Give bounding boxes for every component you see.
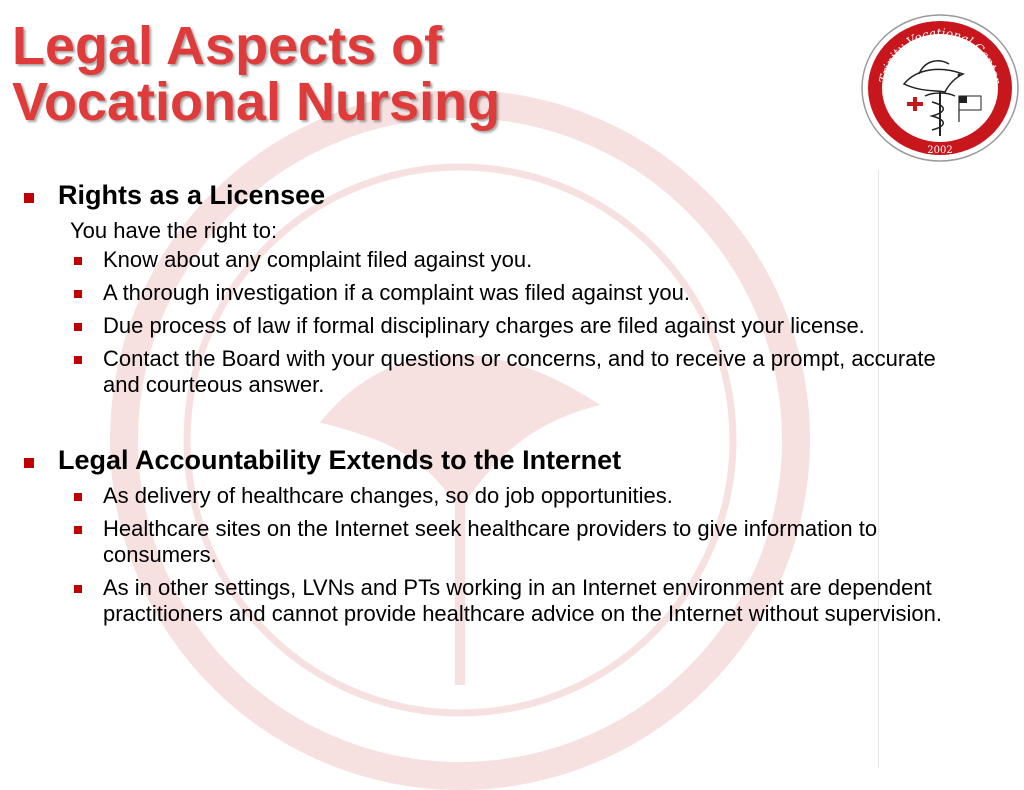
bullet-square-icon bbox=[74, 493, 82, 501]
list-item bbox=[20, 313, 943, 339]
slide-title bbox=[12, 18, 500, 130]
list-item-text: As delivery of healthcare changes, so do job opportunities. bbox=[103, 483, 673, 508]
bullet-square-icon bbox=[74, 257, 82, 265]
slide-body bbox=[20, 180, 950, 634]
bullet-square-icon bbox=[24, 193, 34, 203]
list-item bbox=[20, 346, 943, 398]
list-item bbox=[20, 247, 943, 273]
section-heading-text: Rights as a Licensee bbox=[58, 180, 326, 210]
list-item bbox=[20, 575, 943, 627]
spacer bbox=[20, 405, 950, 445]
section-heading-rights bbox=[20, 180, 950, 211]
list-item-text: Contact the Board with your questions or concerns, and to receive a prompt, accurate and courteous answer. bbox=[103, 346, 936, 397]
title-line-1: Legal Aspects of bbox=[12, 16, 443, 76]
list-item-text: Healthcare sites on the Internet seek healthcare providers to give information to consumers. bbox=[103, 516, 878, 567]
title-line-2: Vocational Nursing bbox=[12, 72, 501, 132]
list-item bbox=[20, 516, 943, 568]
list-item bbox=[20, 483, 943, 509]
section-intro: You have the right to: bbox=[70, 218, 278, 243]
logo-year: 2002 bbox=[927, 145, 953, 156]
bullet-square-icon bbox=[74, 290, 82, 298]
logo-arc-text: Trinity Vocational Center bbox=[876, 25, 1004, 85]
section-heading-text: Legal Accountability Extends to the Internet bbox=[58, 445, 622, 475]
bullet-square-icon bbox=[24, 458, 34, 468]
list-item-text: Know about any complaint filed against you. bbox=[103, 247, 533, 272]
bullet-square-icon bbox=[74, 323, 82, 331]
bullet-square-icon bbox=[74, 585, 82, 593]
trinity-logo bbox=[859, 12, 1021, 164]
section-heading-internet bbox=[20, 445, 950, 476]
list-item-text: Due process of law if formal disciplinary charges are filed against your license. bbox=[103, 313, 865, 338]
list-item bbox=[20, 280, 943, 306]
list-item-text: A thorough investigation if a complaint was filed against you. bbox=[103, 280, 691, 305]
bullet-square-icon bbox=[74, 356, 82, 364]
list-item-text: As in other settings, LVNs and PTs working in an Internet environment are dependent practitioners and cannot provide healthcare advice on the Internet without supervision. bbox=[103, 575, 942, 626]
bullet-square-icon bbox=[74, 526, 82, 534]
